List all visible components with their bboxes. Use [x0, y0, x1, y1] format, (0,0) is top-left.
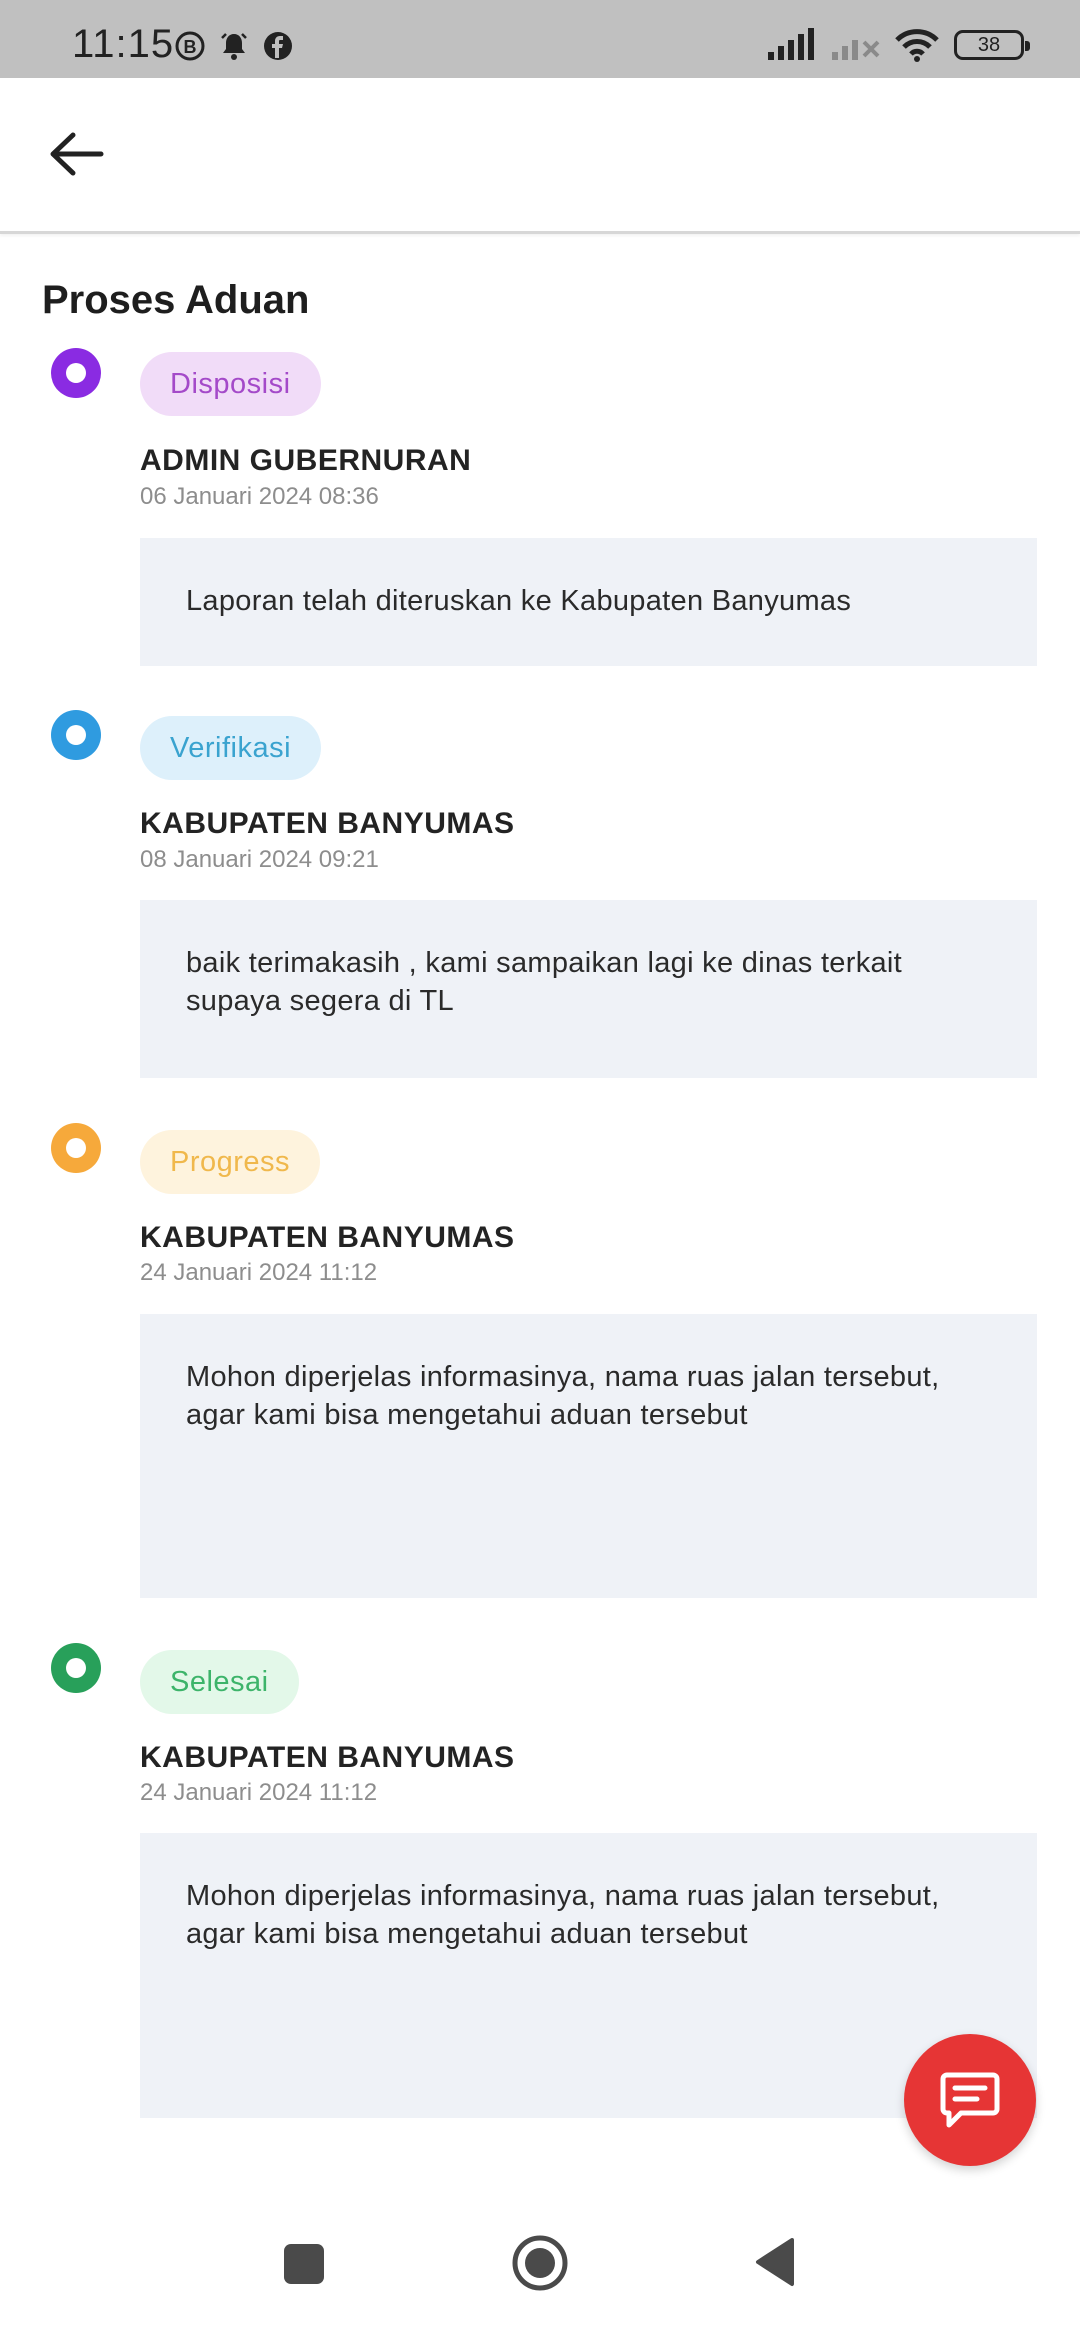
- battery-level: 38: [977, 33, 1001, 56]
- facebook-icon: [262, 30, 294, 62]
- status-bar: [0, 0, 1080, 78]
- status-system-icons: [766, 28, 1024, 62]
- entry-message: [140, 1314, 1037, 1598]
- wifi-icon: [894, 28, 940, 62]
- entry-author: KABUPATEN BANYUMAS: [140, 807, 515, 840]
- status-time: 11:15: [72, 22, 175, 66]
- message-text: Mohon diperjelas informasinya, nama ruas jalan tersebut, agar kami bisa mengetahui aduan tersebut: [186, 1361, 940, 1431]
- back-nav-button[interactable]: [752, 2236, 796, 2288]
- entry-date: 24 Januari 2024 11:12: [140, 1259, 378, 1286]
- square-icon: [283, 2243, 325, 2285]
- status-label: Verifikasi: [170, 731, 292, 764]
- entry-author: KABUPATEN BANYUMAS: [140, 1741, 515, 1774]
- status-label: Selesai: [170, 1665, 269, 1698]
- status-dot: [51, 1123, 101, 1173]
- page-title: Proses Aduan: [42, 278, 310, 322]
- chat-icon: [939, 2071, 1001, 2129]
- b-badge-icon: [174, 30, 206, 62]
- entry-message: [140, 538, 1037, 666]
- recents-button[interactable]: [282, 2242, 326, 2286]
- status-dot: [51, 710, 101, 760]
- system-nav-bar: [0, 2190, 1080, 2340]
- status-dot: [51, 1643, 101, 1693]
- status-label: Progress: [170, 1145, 291, 1178]
- entry-author: ADMIN GUBERNURAN: [140, 444, 472, 477]
- status-badge: [140, 716, 321, 780]
- back-button[interactable]: [36, 114, 116, 194]
- status-badge: [140, 352, 321, 416]
- message-text: Mohon diperjelas informasinya, nama ruas jalan tersebut, agar kami bisa mengetahui aduan tersebut: [186, 1880, 940, 1950]
- message-text: baik terimakasih , kami sampaikan lagi ke dinas terkait supaya segera di TL: [186, 947, 903, 1017]
- arrow-left-icon: [47, 129, 105, 179]
- home-button[interactable]: [511, 2234, 569, 2292]
- app-bar: [0, 78, 1080, 234]
- svg-text:B: B: [183, 37, 197, 57]
- chat-fab-button[interactable]: [904, 2034, 1036, 2166]
- battery-indicator: [954, 30, 1024, 60]
- entry-message: [140, 1833, 1037, 2118]
- status-dot: [51, 348, 101, 398]
- entry-date: 24 Januari 2024 11:12: [140, 1779, 378, 1806]
- entry-message: [140, 900, 1037, 1078]
- status-label: Disposisi: [170, 367, 291, 400]
- home-circle-icon: [511, 2234, 569, 2292]
- status-notification-icons: [174, 30, 294, 62]
- status-badge: [140, 1650, 299, 1714]
- entry-date: 06 Januari 2024 08:36: [140, 483, 379, 510]
- status-badge: [140, 1130, 320, 1194]
- entry-author: KABUPATEN BANYUMAS: [140, 1221, 515, 1254]
- alarm-bell-icon: [218, 30, 250, 62]
- signal-icon: [766, 28, 816, 62]
- back-triangle-icon: [752, 2236, 796, 2288]
- message-text: Laporan telah diteruskan ke Kabupaten Banyumas: [186, 585, 852, 617]
- signal-off-icon: [830, 28, 880, 62]
- entry-date: 08 Januari 2024 09:21: [140, 846, 379, 873]
